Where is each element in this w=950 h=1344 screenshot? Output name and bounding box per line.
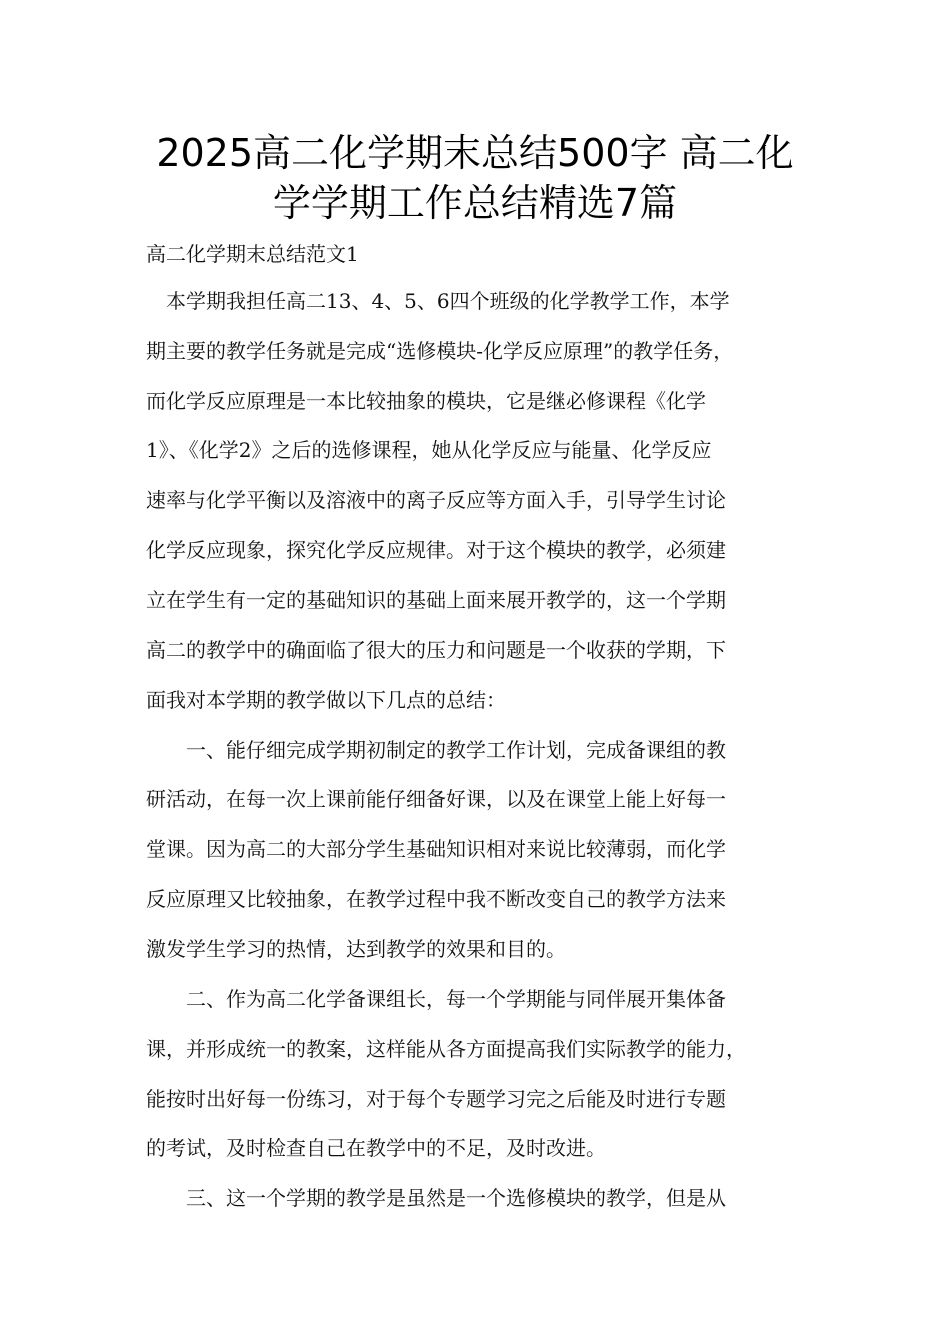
body-line: 研活动，在每一次上课前能仔细备好课，以及在课堂上能上好每一	[146, 787, 726, 811]
section-heading: 高二化学期末总结范文1	[146, 242, 359, 266]
body-line: 一、能仔细完成学期初制定的教学工作计划，完成备课组的教	[146, 738, 726, 762]
title-line-1: 2025高二化学期末总结500字 高二化	[156, 131, 794, 175]
body-line: 的考试，及时检查自己在教学中的不足，及时改进。	[146, 1136, 606, 1160]
body-line: 立在学生有一定的基础知识的基础上面来展开教学的，这一个学期	[146, 588, 726, 612]
body-line: 二、作为高二化学备课组长，每一个学期能与同伴展开集体备	[146, 987, 726, 1011]
body-line: 三、这一个学期的教学是虽然是一个选修模块的教学，但是从	[146, 1186, 726, 1210]
body-line: 化学反应现象，探究化学反应规律。对于这个模块的教学，必须建	[146, 538, 726, 562]
body-line: 1》、《化学2》之后的选修课程，她从化学反应与能量、化学反应	[146, 438, 712, 462]
body-line: 课，并形成统一的教案，这样能从各方面提高我们实际教学的能力，	[146, 1037, 746, 1061]
body-line: 本学期我担任高二13、4、5、6四个班级的化学教学工作，本学	[146, 289, 730, 313]
body-line: 激发学生学习的热情，达到教学的效果和目的。	[146, 937, 566, 961]
body-line: 而化学反应原理是一本比较抽象的模块，它是继必修课程《化学	[146, 389, 706, 413]
document-title	[120, 128, 830, 228]
body-line: 期主要的教学任务就是完成“选修模块-化学反应原理”的教学任务，	[146, 339, 734, 363]
body-line: 堂课。因为高二的大部分学生基础知识相对来说比较薄弱，而化学	[146, 837, 726, 861]
body-line: 反应原理又比较抽象，在教学过程中我不断改变自己的教学方法来	[146, 887, 726, 911]
body-line: 速率与化学平衡以及溶液中的离子反应等方面入手，引导学生讨论	[146, 488, 726, 512]
title-line-2: 学学期工作总结精选7篇	[272, 181, 678, 225]
body-line: 高二的教学中的确面临了很大的压力和问题是一个收获的学期，下	[146, 638, 726, 662]
body-line: 面我对本学期的教学做以下几点的总结：	[146, 688, 506, 712]
body-line: 能按时出好每一份练习，对于每个专题学习完之后能及时进行专题	[146, 1087, 726, 1111]
